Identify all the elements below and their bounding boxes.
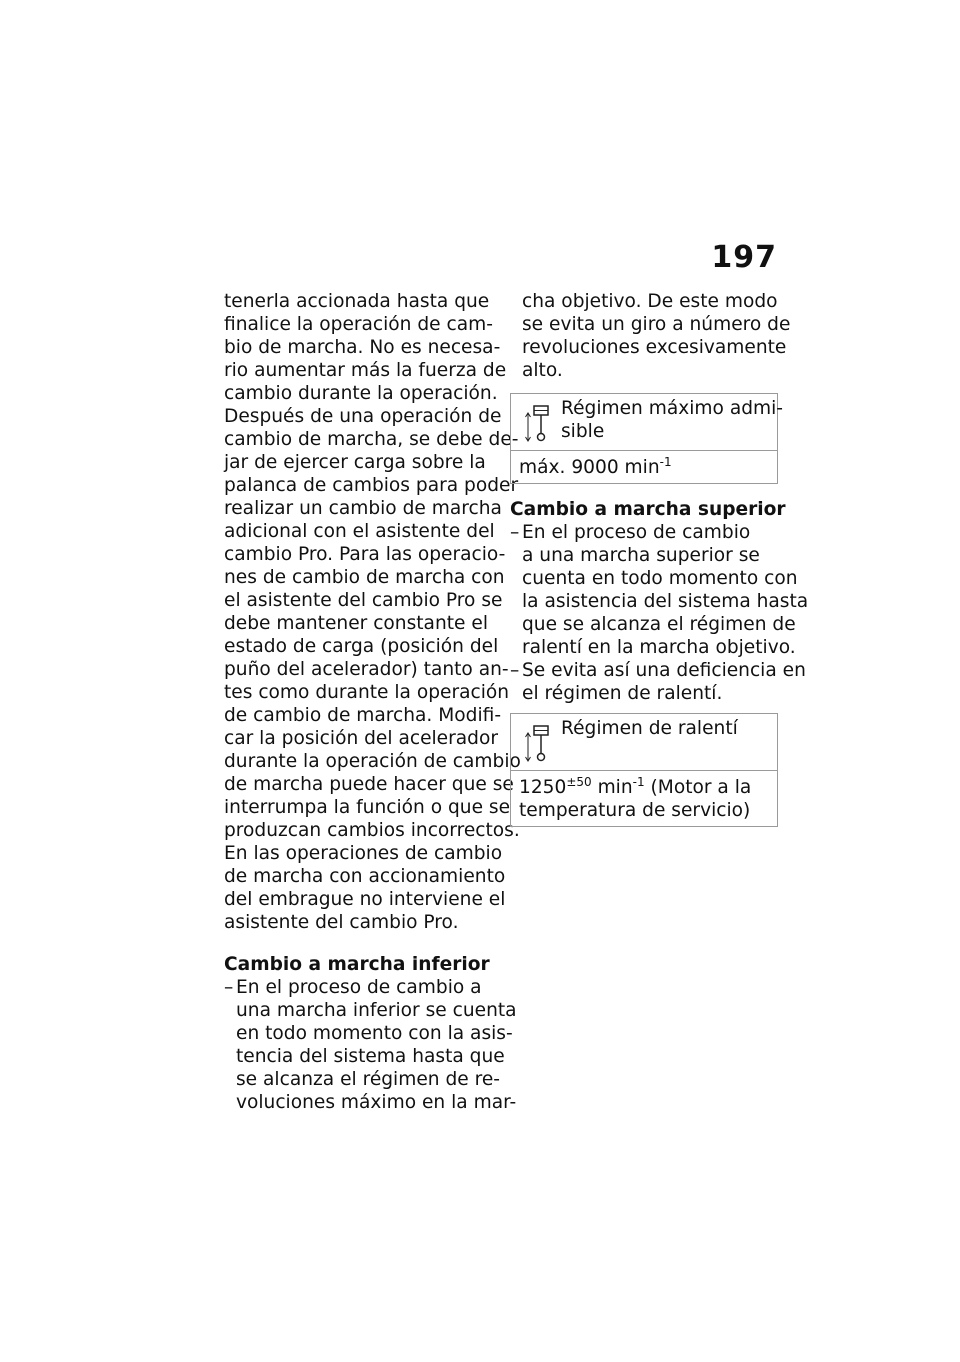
spec-box-idle-rpm: [510, 713, 778, 827]
spec-title-line: Régimen de ralentí: [561, 718, 738, 739]
text-line: el régimen de ralentí.: [522, 683, 723, 704]
spec-header: [511, 714, 777, 771]
spec-value-tolerance: ±50: [566, 774, 592, 789]
text-line: En el proceso de cambio a: [236, 977, 482, 998]
section-heading-upshift: Cambio a marcha superior: [510, 499, 786, 520]
spec-title-line: sible: [561, 421, 605, 442]
spec-value-exponent: -1: [659, 454, 672, 469]
dash-bullet: –: [510, 660, 520, 681]
list-item: [224, 976, 517, 1114]
text-line: cambio durante la operación.: [224, 383, 498, 404]
paragraph: [224, 290, 521, 934]
text-line: cha objetivo. De este modo: [522, 291, 778, 312]
text-line: tenerla accionada hasta que: [224, 291, 490, 312]
spec-value: [511, 771, 777, 826]
text-line: cambio Pro. Para las operacio-: [224, 544, 506, 565]
list-item: [510, 659, 806, 705]
right-column: [510, 290, 791, 382]
text-line: realizar un cambio de marcha: [224, 498, 502, 519]
text-line: de marcha con accionamiento: [224, 866, 506, 887]
upshift-section: [510, 498, 809, 705]
text-line: a una marcha superior se: [522, 545, 760, 566]
spec-value-text: máx. 9000 min: [519, 457, 660, 478]
text-line: En el proceso de cambio: [522, 522, 751, 543]
text-line: el asistente del cambio Pro se: [224, 590, 503, 611]
text-line: de cambio de marcha. Modifi-: [224, 705, 502, 726]
text-line: la asistencia del sistema hasta: [522, 591, 809, 612]
text-line: Se evita así una deficiencia en: [522, 660, 806, 681]
spec-value: [511, 451, 777, 483]
text-line: cambio de marcha, se debe de-: [224, 429, 519, 450]
text-line: nes de cambio de marcha con: [224, 567, 505, 588]
text-line: del embrague no interviene el: [224, 889, 506, 910]
text-line: que se alcanza el régimen de: [522, 614, 796, 635]
text-line: debe mantener constante el: [224, 613, 488, 634]
spec-box-max-rpm: [510, 393, 783, 484]
spec-value-number: 1250: [519, 777, 567, 798]
text-line: una marcha inferior se cuenta: [236, 1000, 517, 1021]
text-line: puño del acelerador) tanto an-: [224, 659, 509, 680]
text-line: ralentí en la marcha objetivo.: [522, 637, 796, 658]
left-column: [224, 290, 521, 1114]
text-line: voluciones máximo en la mar-: [236, 1092, 517, 1113]
spec-header: [511, 394, 783, 451]
spec-title-line: Régimen máximo admi-: [561, 398, 783, 419]
spec-value-note: (Motor a la: [644, 777, 752, 798]
spec-value-note-line2: temperatura de servicio): [519, 800, 751, 821]
text-line: en todo momento con la asis-: [236, 1023, 513, 1044]
spec-value-unit: min: [591, 777, 633, 798]
text-line: tes como durante la operación: [224, 682, 510, 703]
spec-value-exponent: -1: [632, 774, 645, 789]
list-item: [510, 521, 809, 659]
text-line: revoluciones excesivamente: [522, 337, 787, 358]
text-line: alto.: [522, 360, 563, 381]
text-line: bio de marcha. No es necesa-: [224, 337, 501, 358]
text-line: se evita un giro a número de: [522, 314, 791, 335]
text-line: durante la operación de cambio: [224, 751, 521, 772]
text-line: estado de carga (posición del: [224, 636, 499, 657]
text-line: adicional con el asistente del: [224, 521, 495, 542]
text-line: finalice la operación de cam-: [224, 314, 493, 335]
text-line: interrumpa la función o que se: [224, 797, 511, 818]
text-line: tencia del sistema hasta que: [236, 1046, 505, 1067]
text-line: de marcha puede hacer que se: [224, 774, 514, 795]
text-line: asistente del cambio Pro.: [224, 912, 459, 933]
text-line: car la posición del acelerador: [224, 728, 498, 749]
text-line: jar de ejercer carga sobre la: [224, 452, 486, 473]
text-line: cuenta en todo momento con: [522, 568, 798, 589]
engine-piston-icon: [525, 404, 551, 444]
page-number: 197: [711, 240, 777, 275]
text-line: En las operaciones de cambio: [224, 843, 503, 864]
section-heading-downshift: Cambio a marcha inferior: [224, 954, 490, 975]
dash-bullet: –: [510, 522, 520, 543]
text-line: produzcan cambios incorrectos.: [224, 820, 520, 841]
engine-piston-icon: [525, 724, 551, 764]
text-line: rio aumentar más la fuerza de: [224, 360, 507, 381]
dash-bullet: –: [224, 977, 234, 998]
text-line: palanca de cambios para poder: [224, 475, 519, 496]
text-line: Después de una operación de: [224, 406, 502, 427]
text-line: se alcanza el régimen de re-: [236, 1069, 501, 1090]
